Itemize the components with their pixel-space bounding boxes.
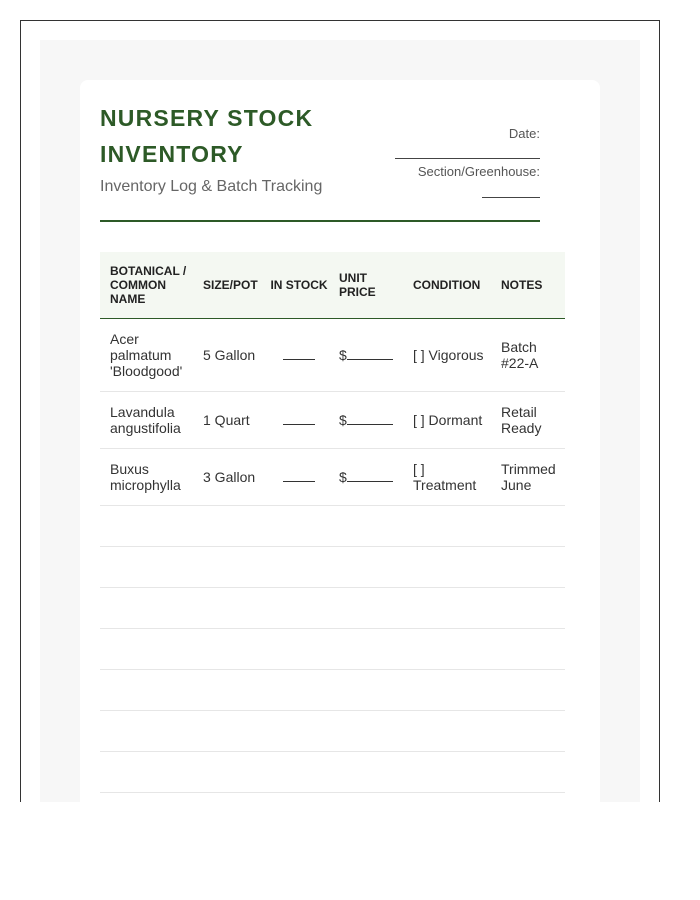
page-title: NURSERY STOCK INVENTORY (100, 105, 314, 167)
blank-cell[interactable] (403, 629, 491, 670)
blank-cell[interactable] (269, 711, 329, 752)
blank-table-row[interactable] (100, 629, 565, 670)
blank-cell[interactable] (193, 711, 269, 752)
blank-table-row[interactable] (100, 588, 565, 629)
blank-table-row[interactable] (100, 711, 565, 752)
blank-cell[interactable] (403, 752, 491, 793)
blank-table-row[interactable] (100, 506, 565, 547)
blank-cell[interactable] (193, 588, 269, 629)
in-stock-blank[interactable] (283, 349, 315, 360)
cell-notes: Trimmed June (491, 449, 565, 506)
blank-cell[interactable] (269, 670, 329, 711)
blank-cell[interactable] (403, 547, 491, 588)
date-field-line[interactable] (395, 158, 540, 159)
cell-in-stock[interactable] (269, 319, 329, 392)
blank-cell[interactable] (329, 629, 403, 670)
blank-cell[interactable] (403, 506, 491, 547)
section-greenhouse-field-line[interactable] (482, 197, 540, 198)
table-row (100, 392, 565, 449)
blank-cell[interactable] (491, 711, 565, 752)
blank-cell[interactable] (100, 506, 193, 547)
blank-cell[interactable] (491, 670, 565, 711)
blank-cell[interactable] (100, 588, 193, 629)
cell-name: Buxus microphylla (100, 449, 193, 506)
blank-cell[interactable] (193, 752, 269, 793)
cell-size: 5 Gallon (193, 319, 269, 392)
cell-in-stock[interactable] (269, 449, 329, 506)
blank-cell[interactable] (329, 506, 403, 547)
price-blank[interactable] (347, 414, 393, 425)
blank-cell[interactable] (193, 547, 269, 588)
cell-condition[interactable]: [ ] Dormant (403, 392, 491, 449)
cell-unit-price[interactable] (329, 392, 403, 449)
column-header-condition: CONDITION (403, 252, 491, 319)
price-prefix: $ (339, 469, 347, 485)
blank-cell[interactable] (100, 711, 193, 752)
blank-cell[interactable] (193, 506, 269, 547)
price-blank[interactable] (347, 471, 393, 482)
blank-table-row[interactable] (100, 752, 565, 793)
blank-cell[interactable] (403, 711, 491, 752)
price-blank[interactable] (347, 349, 393, 360)
blank-cell[interactable] (329, 711, 403, 752)
inventory-table (100, 252, 565, 793)
cell-condition[interactable]: [ ] Treatment (403, 449, 491, 506)
blank-cell[interactable] (269, 629, 329, 670)
blank-cell[interactable] (100, 547, 193, 588)
blank-cell[interactable] (329, 547, 403, 588)
blank-cell[interactable] (100, 752, 193, 793)
blank-cell[interactable] (193, 670, 269, 711)
blank-cell[interactable] (100, 629, 193, 670)
table-row (100, 449, 565, 506)
cell-unit-price[interactable] (329, 449, 403, 506)
blank-cell[interactable] (329, 752, 403, 793)
blank-cell[interactable] (491, 752, 565, 793)
date-label: Date: (508, 126, 540, 141)
blank-cell[interactable] (491, 629, 565, 670)
price-prefix: $ (339, 412, 347, 428)
cell-name: Acer palmatum 'Bloodgood' (100, 319, 193, 392)
blank-cell[interactable] (269, 588, 329, 629)
blank-cell[interactable] (329, 588, 403, 629)
inventory-table-wrapper (100, 252, 565, 793)
blank-cell[interactable] (491, 588, 565, 629)
column-header-unit-price: UNIT PRICE (329, 252, 403, 319)
table-header-row (100, 252, 565, 319)
blank-cell[interactable] (403, 670, 491, 711)
cell-in-stock[interactable] (269, 392, 329, 449)
in-stock-blank[interactable] (283, 414, 315, 425)
blank-cell[interactable] (329, 670, 403, 711)
cell-condition[interactable]: [ ] Vigorous (403, 319, 491, 392)
column-header-notes: NOTES (491, 252, 565, 319)
blank-cell[interactable] (491, 506, 565, 547)
blank-cell[interactable] (193, 629, 269, 670)
header-divider (100, 220, 540, 222)
blank-cell[interactable] (269, 547, 329, 588)
cell-name: Lavandula angustifolia (100, 392, 193, 449)
page-subtitle: Inventory Log & Batch Tracking (100, 178, 323, 195)
blank-table-row[interactable] (100, 670, 565, 711)
cell-notes: Batch #22-A (491, 319, 565, 392)
table-row (100, 319, 565, 392)
blank-table-row[interactable] (100, 547, 565, 588)
blank-cell[interactable] (403, 588, 491, 629)
price-prefix: $ (339, 347, 347, 363)
section-greenhouse-label: Section/Greenhouse: (417, 164, 540, 179)
cell-size: 1 Quart (193, 392, 269, 449)
blank-cell[interactable] (491, 547, 565, 588)
cell-unit-price[interactable] (329, 319, 403, 392)
column-header-size: SIZE/POT (193, 252, 269, 319)
cell-size: 3 Gallon (193, 449, 269, 506)
blank-cell[interactable] (269, 506, 329, 547)
cell-notes: Retail Ready (491, 392, 565, 449)
blank-cell[interactable] (100, 670, 193, 711)
in-stock-blank[interactable] (283, 471, 315, 482)
blank-cell[interactable] (269, 752, 329, 793)
table-body (100, 319, 565, 793)
column-header-in-stock: IN STOCK (269, 252, 329, 319)
column-header-name: BOTANICAL / COMMON NAME (100, 252, 193, 319)
